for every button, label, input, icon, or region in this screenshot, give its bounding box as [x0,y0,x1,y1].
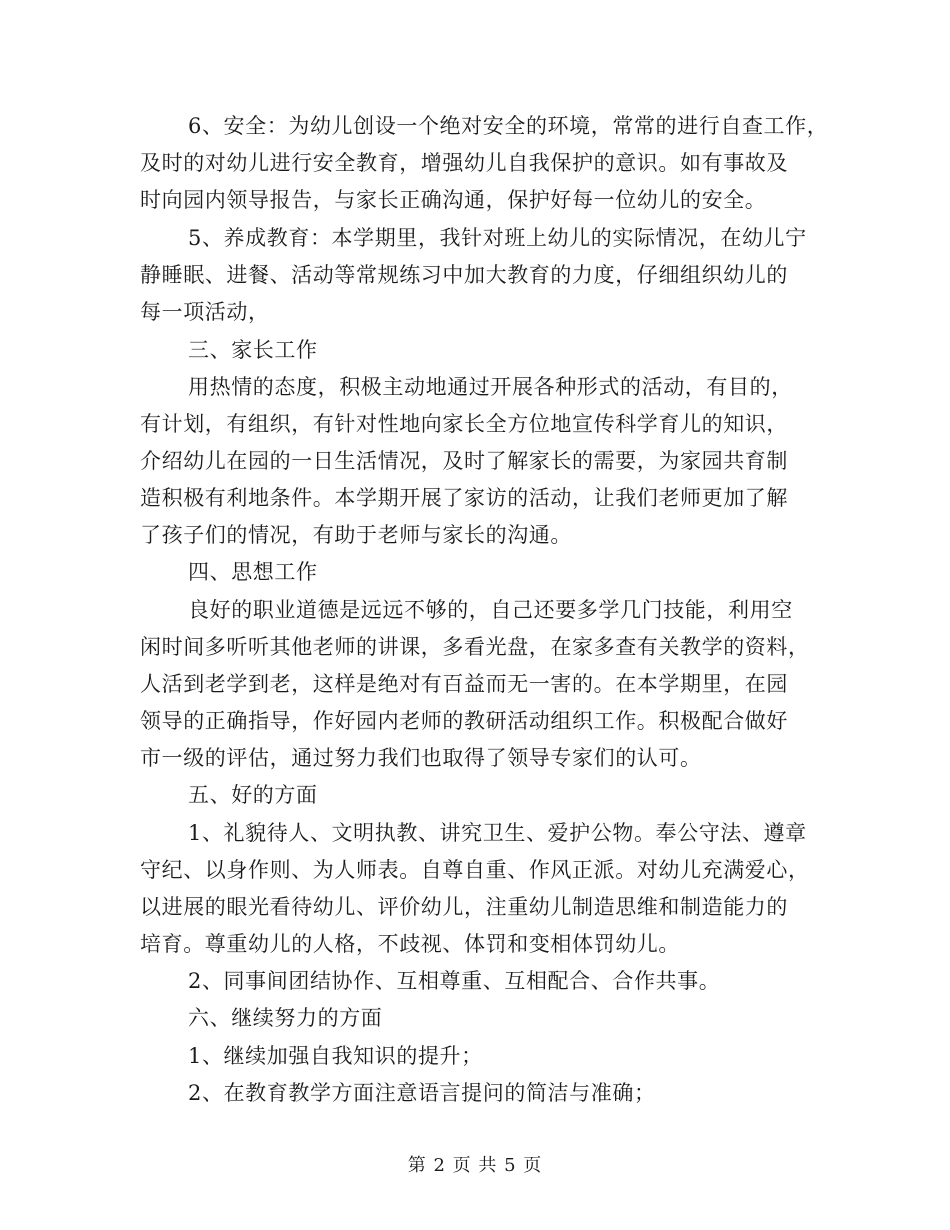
paragraph-line: 时向园内领导报告，与家长正确沟通，保护好每一位幼儿的安全。 [140,188,767,212]
paragraph-line: 市一级的评估，通过努力我们也取得了领导专家们的认可。 [140,746,702,770]
paragraph-line: 2、同事间团结协作、互相尊重、互相配合、合作共事。 [188,969,721,993]
section-heading: 四、思想工作 [188,560,318,584]
paragraph-line: 闲时间多听听其他老师的讲课，多看光盘，在家多查有关教学的资料， [140,635,810,659]
section-heading: 六、继续努力的方面 [188,1006,383,1030]
paragraph-line: 造积极有利地条件。本学期开展了家访的活动，让我们老师更加了解 [140,486,788,510]
paragraph-line: 6、安全：为幼儿创设一个绝对安全的环境，常常的进行自查工作， [188,114,829,138]
list-item: 1、继续加强自我知识的提升； [188,1044,483,1068]
paragraph-line: 静睡眠、进餐、活动等常规练习中加大教育的力度，仔细组织幼儿的 [140,263,788,287]
paragraph-line: 培育。尊重幼儿的人格，不歧视、体罚和变相体罚幼儿。 [140,932,680,956]
section-heading: 五、好的方面 [188,783,318,807]
paragraph-line: 人活到老学到老，这样是绝对有百益而无一害的。在本学期里，在园 [140,672,788,696]
paragraph-line: 了孩子们的情况，有助于老师与家长的沟通。 [140,523,572,547]
paragraph-line: 介绍幼儿在园的一日生活情况，及时了解家长的需要，为家园共育制 [140,449,788,473]
paragraph-line: 以进展的眼光看待幼儿、评价幼儿，注重幼儿制造思维和制造能力的 [140,895,788,919]
page-number-footer: 第 2 页 共 5 页 [407,1155,543,1176]
paragraph-line: 5、养成教育：本学期里，我针对班上幼儿的实际情况，在幼儿宁 [188,226,807,250]
paragraph-line: 1、礼貌待人、文明执教、讲究卫生、爱护公物。奉公守法、遵章 [188,821,807,845]
paragraph-line: 用热情的态度，积极主动地通过开展各种形式的活动，有目的， [188,375,793,399]
paragraph-line: 每一项活动， [140,300,270,324]
paragraph-line: 有计划，有组织，有针对性地向家长全方位地宣传科学育儿的知识， [140,412,788,436]
paragraph-line: 及时的对幼儿进行安全教育，增强幼儿自我保护的意识。如有事故及 [140,151,788,175]
list-item: 2、在教育教学方面注意语言提问的简洁与准确； [188,1081,656,1105]
section-heading: 三、家长工作 [188,338,318,362]
paragraph-line: 领导的正确指导，作好园内老师的教研活动组织工作。积极配合做好 [140,709,788,733]
paragraph-line: 良好的职业道德是远远不够的，自己还要多学几门技能，利用空 [188,598,793,622]
paragraph-line: 守纪、以身作则、为人师表。自尊自重、作风正派。对幼儿充满爱心， [140,858,810,882]
